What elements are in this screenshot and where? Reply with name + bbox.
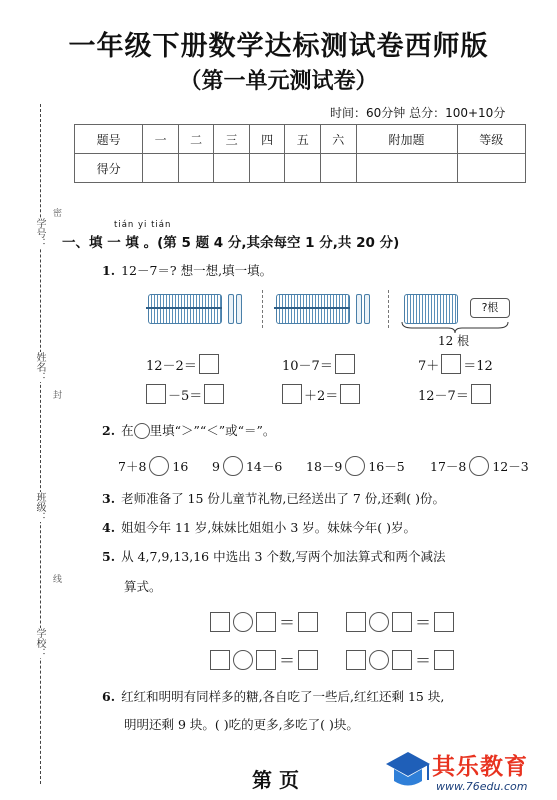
binding-label-class: 班级： [34,492,45,522]
divider [262,290,263,328]
time-info: 时间：60分钟 总分：100+10分 [330,106,506,120]
answer-box[interactable] [146,384,166,404]
equation-text: ＋2＝ [304,388,339,404]
equation-5 [418,354,493,374]
score-cell[interactable] [356,154,457,183]
answer-box[interactable] [335,354,355,374]
operator-circle[interactable] [233,650,253,670]
formula-template [346,610,454,633]
score-header-cell: 六 [320,125,356,154]
compare-left: 18－9 [306,459,343,474]
bundle-band [274,307,350,309]
answer-box[interactable] [298,650,318,670]
operator-circle[interactable] [233,612,253,632]
question-5 [102,548,445,566]
compare-item [212,456,282,476]
answer-box[interactable] [346,650,366,670]
binding-label-student-id: 学号： [34,218,45,248]
answer-box[interactable] [471,384,491,404]
answer-box[interactable] [210,650,230,670]
question-number: 5. [102,549,116,564]
question-text: 12－7＝? 想一想,填一填。 [121,263,273,278]
formula-template [210,648,318,671]
equation-text: 10－7＝ [282,358,333,374]
score-header-cell: 四 [249,125,285,154]
compare-circle[interactable] [469,456,489,476]
equation-text: ＝12 [463,358,493,374]
answer-box[interactable] [434,612,454,632]
score-header-cell: 题号 [75,125,143,154]
binding-cut-mark: 线 [51,574,61,583]
formula-template [210,610,318,633]
equation-1 [146,354,219,374]
score-header-cell: 等级 [457,125,525,154]
score-header-cell: 一 [143,125,179,154]
answer-box[interactable] [204,384,224,404]
answer-box[interactable] [298,612,318,632]
equation-text: 7＋ [418,358,440,374]
single-stick [356,294,362,324]
score-cell[interactable] [178,154,214,183]
question-3 [102,490,445,508]
score-cell[interactable] [249,154,285,183]
question-6-line2: 明明还剩 9 块。( )吃的更多,多吃了( )块。 [124,717,359,732]
binding-cut-mark: 密 [51,208,61,217]
score-header-cell: 二 [178,125,214,154]
compare-item [306,456,405,476]
compare-left: 17－8 [430,459,467,474]
score-row-label: 得分 [75,154,143,183]
question-tag: ?根 [470,298,510,318]
page-subtitle: （第一单元测试卷） [179,69,378,94]
score-cell[interactable] [457,154,525,183]
equation-text: －5＝ [168,388,203,404]
question-2 [102,422,275,440]
answer-box[interactable] [340,384,360,404]
compare-item [118,456,188,476]
question-number: 1. [102,263,116,278]
question-text: 里填“＞”“＜”或“＝”。 [149,423,276,438]
compare-circle[interactable] [345,456,365,476]
equals-sign: ＝ [415,613,432,632]
equals-sign: ＝ [279,613,296,632]
page-number-label: 第 页 [252,768,299,792]
equation-3 [282,354,355,374]
question-text: 红红和明明有同样多的糖,各自吃了一些后,红红还剩 15 块, [121,689,445,704]
divider [388,290,389,328]
answer-box[interactable] [282,384,302,404]
equals-sign: ＝ [415,651,432,670]
answer-box[interactable] [346,612,366,632]
answer-box[interactable] [199,354,219,374]
circle-icon [134,423,150,439]
question-1 [102,262,272,280]
single-stick [236,294,242,324]
page-title: 一年级下册数学达标测试卷西师版 [68,31,489,62]
compare-left: 9 [212,458,220,474]
single-stick [228,294,234,324]
stick-bundle [276,294,350,324]
brand-name: 其乐教育 [432,754,528,780]
score-header-cell: 五 [285,125,321,154]
answer-box[interactable] [434,650,454,670]
single-stick [364,294,370,324]
equation-text: 12－2＝ [146,358,197,374]
answer-box[interactable] [256,612,276,632]
equation-6 [418,384,491,404]
binding-cut-mark: 封 [51,390,61,399]
answer-box[interactable] [210,612,230,632]
question-text: 老师准备了 15 份儿童节礼物,已经送出了 7 份,还剩( )份。 [121,491,445,506]
formula-template [346,648,454,671]
compare-right: 14－6 [245,459,283,474]
score-table [74,124,526,183]
equation-2 [146,384,224,404]
compare-right: 16 [172,458,189,474]
score-header-cell: 三 [214,125,250,154]
question-text: 从 4,7,9,13,16 中选出 3 个数,写两个加法算式和两个减法 [121,549,446,564]
compare-right: 16－5 [368,459,405,474]
count-label: 12 根 [438,334,470,348]
section-pinyin: tián yi tián [114,220,172,230]
binding-label-name: 姓名： [34,352,45,382]
score-cell[interactable] [285,154,321,183]
score-cell[interactable] [143,154,179,183]
graduation-cap-icon [384,748,432,794]
question-number: 6. [102,689,116,704]
question-4 [102,519,416,537]
compare-item [430,456,529,476]
question-number: 4. [102,520,116,535]
brand-logo [384,744,557,800]
score-cell[interactable] [214,154,250,183]
answer-box[interactable] [256,650,276,670]
binding-label-school: 学校： [34,628,45,658]
answer-box[interactable] [392,612,412,632]
score-cell[interactable] [320,154,356,183]
question-5-line2: 算式。 [124,579,162,594]
question-text: 在 [121,423,134,438]
question-6 [102,688,444,706]
binding-line [40,104,41,784]
question-number: 2. [102,423,116,438]
equation-4 [282,384,360,404]
bundle-band [146,307,222,309]
equation-text: 12－7＝ [418,388,469,404]
score-header-cell: 附加题 [356,125,457,154]
section-heading: 一、填 一 填 。(第 5 题 4 分,其余每空 1 分,共 20 分) [62,235,400,251]
score-table-score-row [75,154,526,183]
operator-circle[interactable] [369,612,389,632]
question-number: 3. [102,491,116,506]
compare-circle[interactable] [223,456,243,476]
compare-circle[interactable] [149,456,169,476]
answer-box[interactable] [441,354,461,374]
operator-circle[interactable] [369,650,389,670]
answer-box[interactable] [392,650,412,670]
stick-bundle [148,294,222,324]
brand-url: www.76edu.com [436,780,528,793]
compare-right: 12－3 [492,459,529,474]
equals-sign: ＝ [279,651,296,670]
compare-left: 7＋8 [118,459,147,474]
question-text: 姐姐今年 11 岁,妹妹比姐姐小 3 岁。妹妹今年( )岁。 [121,520,417,535]
score-table-header-row [75,125,526,154]
